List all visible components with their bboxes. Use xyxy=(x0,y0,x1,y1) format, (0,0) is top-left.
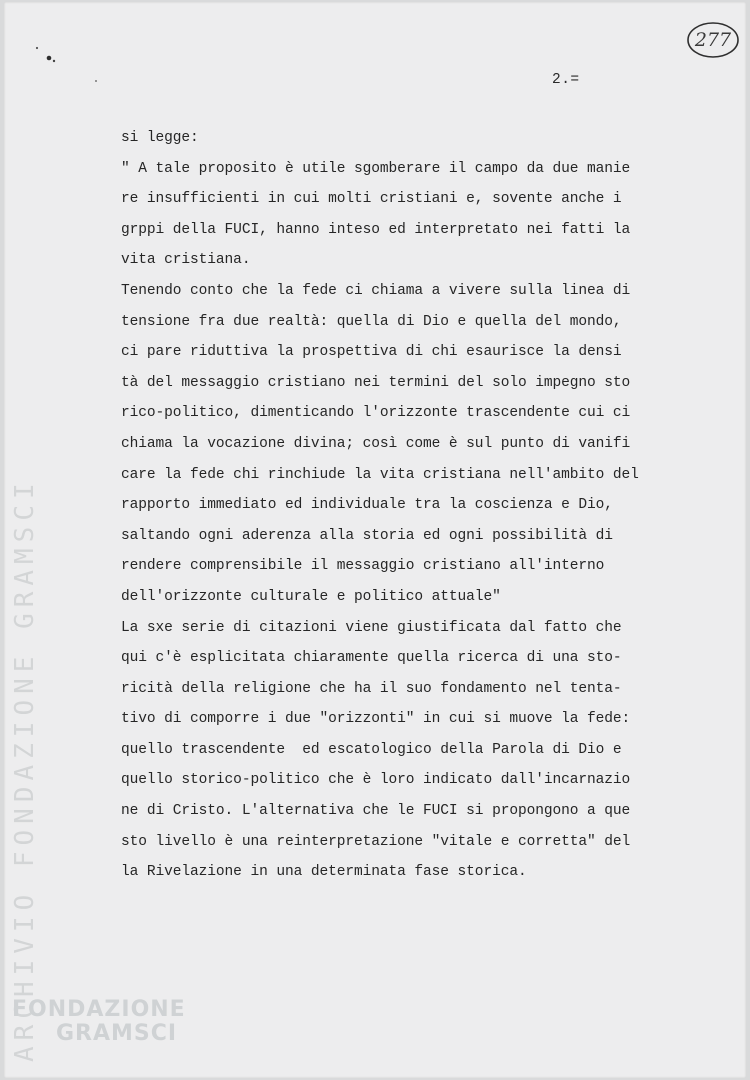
margin-bleed-through: ARCHIVIO FONDAZIONE GRAMSCI xyxy=(10,477,40,1062)
typed-body-text xyxy=(121,123,681,888)
watermark-line: GRAMSCI xyxy=(56,1021,178,1046)
watermark-line: FONDAZIONE xyxy=(12,997,186,1022)
text-line: tà del messaggio cristiano nei termini del solo impegno sto xyxy=(121,374,631,391)
text-line: ricità della religione che ha il suo fondamento nel tenta- xyxy=(121,680,622,697)
page-number: 2.= xyxy=(552,72,580,88)
stamp-number: 277 xyxy=(694,29,732,51)
text-line: dell'orizzonte culturale e politico attuale" xyxy=(121,588,501,605)
foundation-watermark xyxy=(12,998,202,1046)
text-line: re insufficienti in cui molti cristiani e, sovente anche i xyxy=(121,191,622,208)
text-line: quello storico-politico che è loro indicato dall'incarnazio xyxy=(121,772,631,789)
text-line: " A tale proposito è utile sgomberare il campo da due manie xyxy=(121,160,631,177)
text-line: qui c'è esplicitata chiaramente quella ricerca di una sto- xyxy=(121,650,622,667)
text-line: saltando ogni aderenza alla storia ed ogni possibilità di xyxy=(121,527,613,544)
text-line: quello trascendente ed escatologico della Parola di Dio e xyxy=(121,741,622,758)
text-line: rendere comprensibile il messaggio cristiano all'interno xyxy=(121,558,605,575)
text-line: vita cristiana. xyxy=(121,252,251,269)
text-line: ne di Cristo. L'alternativa che le FUCI si propongono a que xyxy=(121,803,631,820)
text-line: rapporto immediato ed individuale tra la coscienza e Dio, xyxy=(121,497,613,514)
text-line: care la fede chi rinchiude la vita cristiana nell'ambito del xyxy=(121,466,639,483)
text-line: chiama la vocazione divina; così come è sul punto di vanifi xyxy=(121,435,631,452)
text-line: si legge: xyxy=(121,130,199,146)
text-line: grppi della FUCI, hanno inteso ed interpretato nei fatti la xyxy=(121,221,631,238)
text-line: rico-politico, dimenticando l'orizzonte trascendente cui ci xyxy=(121,405,631,422)
ink-specks xyxy=(32,44,102,84)
document-page xyxy=(4,2,746,1078)
text-line: tivo di comporre i due "orizzonti" in cui si muove la fede: xyxy=(121,711,631,728)
text-line: Tenendo conto che la fede ci chiama a vivere sulla linea di xyxy=(121,282,631,299)
archive-page-stamp xyxy=(686,20,740,60)
text-line: tensione fra due realtà: quella di Dio e quella del mondo, xyxy=(121,313,622,330)
text-line: ci pare riduttiva la prospettiva di chi esaurisce la densi xyxy=(121,344,622,361)
text-line: La sxe serie di citazioni viene giustificata dal fatto che xyxy=(121,619,622,636)
text-line: sto livello è una reinterpretazione "vitale e corretta" del xyxy=(121,833,631,850)
text-line: la Rivelazione in una determinata fase storica. xyxy=(121,864,527,881)
